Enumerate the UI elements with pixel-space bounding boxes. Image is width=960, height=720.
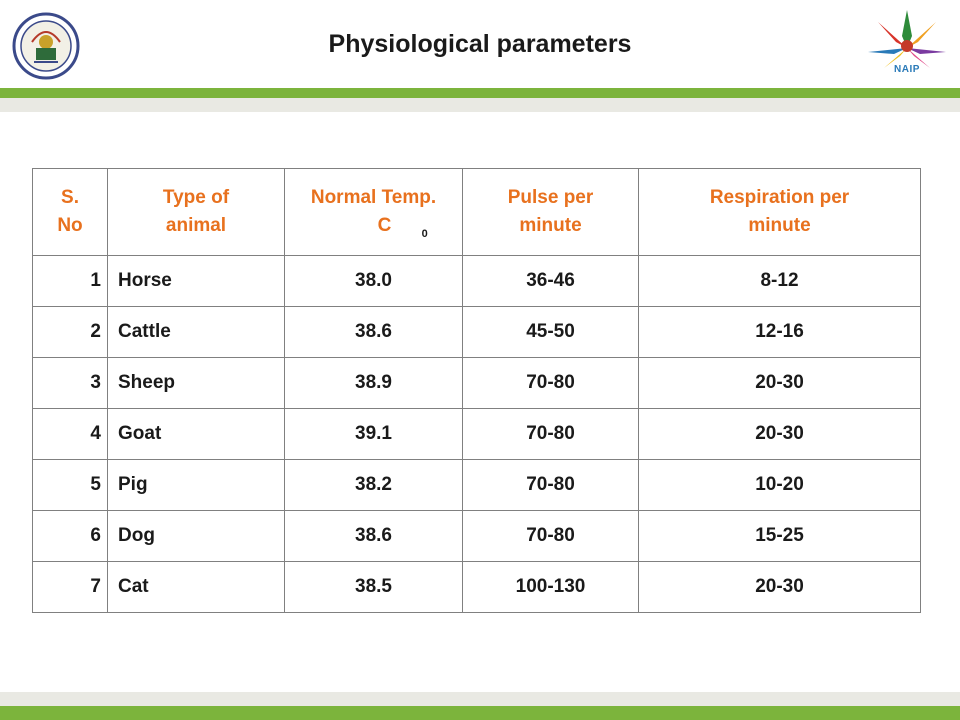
cell-sno: 7 [33,562,108,613]
cell-temp: 38.2 [285,460,463,511]
cell-temp: 38.6 [285,307,463,358]
table-row [33,307,921,358]
cell-temp: 38.6 [285,511,463,562]
cell-sno: 5 [33,460,108,511]
cell-sno: 1 [33,256,108,307]
physiological-parameters-table [32,168,921,613]
cell-pulse: 70-80 [463,358,639,409]
page-title: Physiological parameters [328,30,632,58]
cell-pulse: 70-80 [463,511,639,562]
cell-respiration: 15-25 [639,511,921,562]
naip-logo-label: NAIP [894,64,920,75]
table-header-row [33,169,921,256]
table-row [33,511,921,562]
cell-temp: 38.9 [285,358,463,409]
cell-pulse: 70-80 [463,460,639,511]
cell-animal: Sheep [108,358,285,409]
table-row [33,256,921,307]
cell-pulse: 100-130 [463,562,639,613]
cell-animal: Cat [108,562,285,613]
cell-respiration: 10-20 [639,460,921,511]
cell-pulse: 70-80 [463,409,639,460]
cell-animal: Horse [108,256,285,307]
header-band-green [0,88,960,98]
cell-pulse: 45-50 [463,307,639,358]
header-band-gray [0,98,960,112]
header-sno: S. No [33,169,108,256]
cell-temp: 39.1 [285,409,463,460]
cell-animal: Goat [108,409,285,460]
cell-animal: Cattle [108,307,285,358]
cell-respiration: 8-12 [639,256,921,307]
header-animal-type: Type of animal [108,169,285,256]
cell-temp: 38.5 [285,562,463,613]
cell-respiration: 12-16 [639,307,921,358]
cell-pulse: 36-46 [463,256,639,307]
table-row [33,409,921,460]
cell-sno: 6 [33,511,108,562]
table-row [33,358,921,409]
cell-sno: 2 [33,307,108,358]
cell-respiration: 20-30 [639,358,921,409]
cell-sno: 3 [33,358,108,409]
table-row [33,460,921,511]
degree-symbol: 0 [421,228,428,240]
temp-unit: 0 C [377,215,428,240]
cell-respiration: 20-30 [639,409,921,460]
cell-respiration: 20-30 [639,562,921,613]
cell-animal: Dog [108,511,285,562]
footer-band-gray [0,692,960,706]
header-pulse: Pulse per minute [463,169,639,256]
header-respiration: Respiration per minute [639,169,921,256]
cell-sno: 4 [33,409,108,460]
table-row [33,562,921,613]
footer-band-green [0,706,960,720]
cell-temp: 38.0 [285,256,463,307]
header-normal-temp: Normal Temp. 0 C [285,169,463,256]
cell-animal: Pig [108,460,285,511]
